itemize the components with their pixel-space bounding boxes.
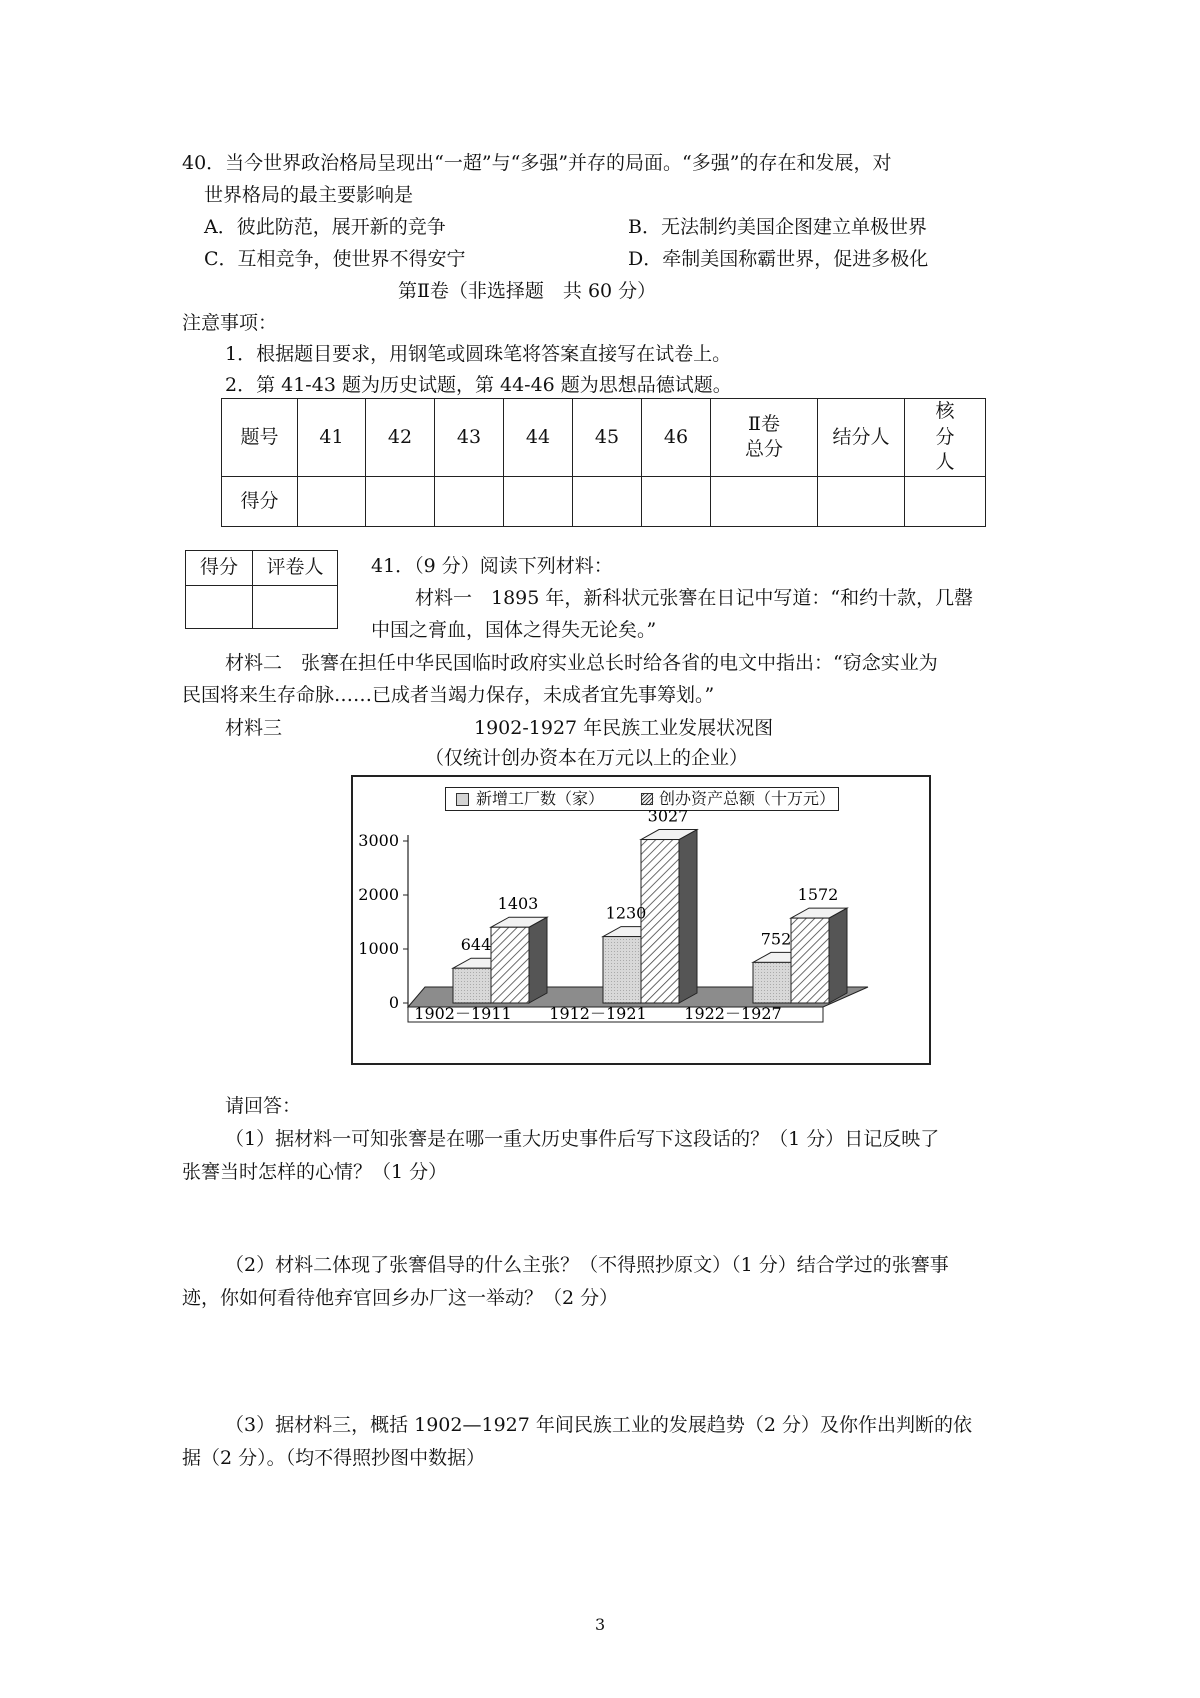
score-table-cell: 43 [435, 399, 504, 477]
y-tick-label: 1000 [358, 939, 399, 958]
q40-option-d: D．牵制美国称霸世界，促进多极化 [628, 248, 929, 270]
bar-capital [641, 830, 697, 1003]
score-input-43[interactable] [435, 476, 504, 526]
bar-front [791, 918, 829, 1003]
notice-title: 注意事项： [182, 312, 278, 334]
score-input-45[interactable] [573, 476, 642, 526]
score-input-checker[interactable] [905, 476, 986, 526]
chart-plot [353, 777, 929, 1063]
bar-capital [491, 917, 547, 1003]
q40-option-b: B．无法制约美国企图建立单极世界 [628, 216, 927, 238]
score-table-cell: 42 [366, 399, 435, 477]
score-input-42[interactable] [366, 476, 435, 526]
q41-sub2-line2: 迹，你如何看待他弃官回乡办厂这一举动？（2 分） [182, 1287, 619, 1309]
q41-material3-label: 材料三 [225, 717, 283, 739]
y-tick-label: 3000 [358, 831, 399, 850]
y-tick-label: 0 [388, 993, 399, 1012]
data-label-capital: 3027 [647, 806, 689, 826]
y-tick-label: 2000 [358, 885, 399, 904]
q41-sub1-line2: 张謇当时怎样的心情？（1 分） [182, 1161, 448, 1183]
q41-sub3-line2: 据（2 分）。（均不得照抄图中数据） [182, 1447, 486, 1469]
q40-stem-line2: 世界格局的最主要影响是 [204, 184, 414, 206]
q41-material1-line1: 材料一 1895 年，新科状元张謇在日记中写道：“和约十款，几罄 [415, 587, 974, 609]
bar-front [753, 962, 791, 1003]
bar-front [453, 968, 491, 1003]
q41-sub1-line1: （1）据材料一可知张謇是在哪一重大历史事件后写下这段话的？（1 分）日记反映了 [225, 1128, 940, 1150]
bar-capital [791, 908, 847, 1003]
q41-sub3-line1: （3）据材料三，概括 1902—1927 年间民族工业的发展趋势（2 分）及你作出判断的依 [225, 1414, 973, 1436]
bar-side [529, 917, 547, 1003]
legend-label-factories: 新增工厂数（家） [476, 789, 605, 808]
chart-bars [453, 830, 847, 1003]
score-table-cell: 结分人 [818, 399, 905, 477]
data-label-factories: 1230 [605, 903, 647, 923]
grader-box [185, 550, 338, 629]
grader-box-score-label: 得分 [186, 551, 253, 586]
section-title: 第Ⅱ卷（非选择题 共 60 分） [398, 280, 657, 302]
bar-front [603, 937, 641, 1003]
grader-box-score-input[interactable] [186, 586, 253, 629]
notice-item-2: 2．第 41-43 题为历史试题，第 44-46 题为思想品德试题。 [225, 374, 732, 396]
bar-front [491, 927, 529, 1003]
x-category-label: 1902－1911 [414, 1004, 512, 1023]
grader-box-grader-input[interactable] [253, 586, 338, 629]
score-table [221, 398, 986, 527]
x-category-label: 1912－1921 [549, 1004, 647, 1023]
bar-side [679, 830, 697, 1003]
score-input-total[interactable] [711, 476, 818, 526]
bar-side [829, 908, 847, 1003]
score-table-cell: 45 [573, 399, 642, 477]
industry-chart [351, 775, 931, 1065]
page-number: 3 [595, 1615, 606, 1634]
score-input-44[interactable] [504, 476, 573, 526]
q41-title: 41．（9 分）阅读下列材料： [371, 555, 613, 577]
q41-material1-line2: 中国之膏血，国体之得失无论矣。” [371, 619, 657, 641]
q40-option-c: C．互相竞争，使世界不得安宁 [204, 248, 466, 270]
data-label-capital: 1403 [497, 894, 539, 914]
score-input-scorer[interactable] [818, 476, 905, 526]
data-label-capital: 1572 [797, 885, 839, 905]
q40-stem-line1: 40．当今世界政治格局呈现出“一超”与“多强”并存的局面。“多强”的存在和发展，对 [182, 152, 892, 174]
score-table-cell: 44 [504, 399, 573, 477]
q40-option-a: A．彼此防范，展开新的竞争 [204, 216, 446, 238]
score-table-cell: 题号 [222, 399, 298, 477]
score-table-cell: 46 [642, 399, 711, 477]
score-input-41[interactable] [298, 476, 366, 526]
notice-item-1: 1．根据题目要求，用钢笔或圆珠笔将答案直接写在试卷上。 [225, 343, 732, 365]
score-table-row-label: 得分 [222, 476, 298, 526]
bar-front [641, 840, 679, 1003]
q41-material2-line2: 民国将来生存命脉……已成者当竭力保存，未成者宜先事筹划。” [182, 684, 715, 706]
chart-subtitle: （仅统计创办资本在万元以上的企业） [425, 747, 749, 769]
x-category-label: 1922－1927 [684, 1004, 782, 1023]
data-label-factories: 644 [460, 935, 492, 955]
score-table-cell: 41 [298, 399, 366, 477]
chart-title: 1902-1927 年民族工业发展状况图 [474, 717, 774, 739]
score-input-46[interactable] [642, 476, 711, 526]
score-table-cell: 核分人 [935, 400, 955, 474]
grader-box-grader-label: 评卷人 [253, 551, 338, 586]
q41-sub2-line1: （2）材料二体现了张謇倡导的什么主张？（不得照抄原文）（1 分）结合学过的张謇事 [225, 1254, 949, 1276]
score-table-header-row [222, 399, 986, 477]
score-table-cell: Ⅱ卷总分 [744, 412, 783, 461]
data-label-factories: 752 [760, 929, 792, 949]
q41-material2-line1: 材料二 张謇在担任中华民国临时政府实业总长时给各省的电文中指出：“窃念实业为 [225, 652, 938, 674]
legend-label-capital: 创办资产总额（十万元） [659, 789, 836, 808]
q41-prompt: 请回答： [225, 1095, 302, 1117]
chart-y-axis [358, 831, 408, 1012]
score-table-score-row [222, 476, 986, 526]
